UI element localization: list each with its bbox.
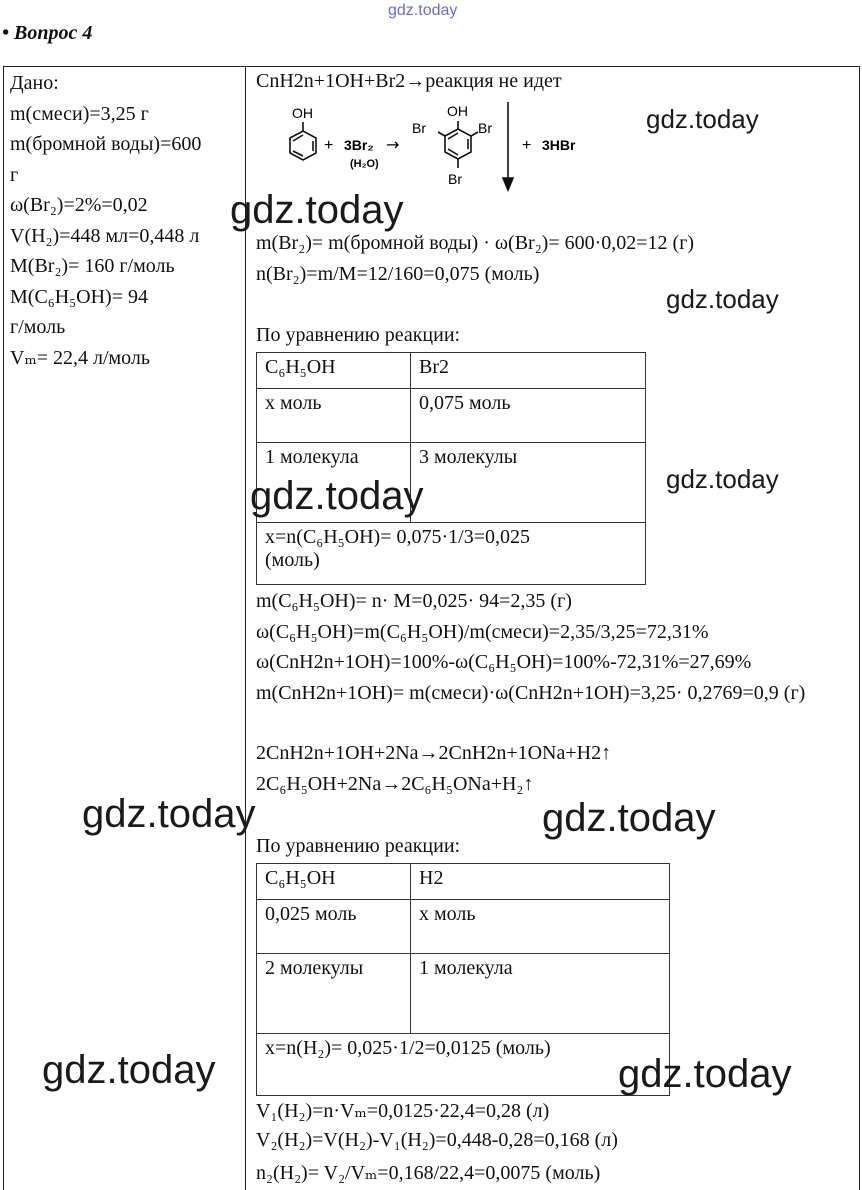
by-equation-label: По уравнению реакции: bbox=[256, 835, 461, 857]
given-line: m(бромной воды)=600 bbox=[10, 133, 202, 155]
watermark: gdz.today bbox=[82, 792, 256, 836]
table-header: C₆H₅OH bbox=[257, 864, 411, 900]
watermark: gdz.today bbox=[666, 464, 779, 494]
watermark: gdz.today bbox=[618, 1052, 792, 1096]
calc-line: ω(CnH2n+1OH)=100%-ω(C₆H₅OH)=100%-72,31%=27,69% bbox=[256, 651, 752, 673]
calc-line: V₂(H₂)=V(H₂)-V₁(H₂)=0,448-0,28=0,168 (л) bbox=[256, 1129, 618, 1151]
reagent: 3Br₂ bbox=[344, 137, 374, 153]
table-result-line: x=n(C₆H₅OH)= 0,075·1/3=0,025 bbox=[265, 526, 530, 548]
given-line: M(C₆H₅OH)= 94 bbox=[10, 285, 148, 308]
table-cell: 1 молекула bbox=[257, 443, 411, 523]
watermark: gdz.today bbox=[542, 796, 716, 840]
reaction-alcohol-bromine: CnH2n+1OH+Br2→реакция не идет bbox=[256, 70, 562, 92]
table-header: Br2 bbox=[411, 353, 646, 389]
column-divider bbox=[245, 66, 246, 1190]
given-line: г bbox=[10, 163, 19, 186]
watermark: gdz.today bbox=[250, 474, 424, 518]
calc-line: n(Br₂)=m/M=12/160=0,075 (моль) bbox=[256, 263, 540, 285]
calc-line: m(C₆H₅OH)= n· M=0,025· 94=2,35 (г) bbox=[256, 590, 572, 612]
plus-sign-2: + bbox=[522, 137, 532, 154]
phenol-bromination-scheme bbox=[270, 100, 600, 200]
solvent: (H₂O) bbox=[350, 158, 379, 170]
watermark: gdz.today bbox=[646, 104, 759, 134]
br-bottom: Br bbox=[448, 171, 462, 187]
table-cell: 0,025 моль bbox=[257, 900, 411, 954]
table-header: H2 bbox=[411, 864, 670, 900]
calc-line: m(CnH2n+1OH)= m(смеси)·ω(CnH2n+1OH)=3,25· 0,2769=0,9 (г) bbox=[256, 682, 806, 704]
site-header-watermark: gdz.today bbox=[388, 2, 458, 19]
table-result bbox=[257, 523, 646, 585]
given-line: m(смеси)=3,25 г bbox=[10, 102, 149, 125]
given-line: Дано: bbox=[10, 72, 59, 94]
table-cell: 0,075 моль bbox=[411, 389, 646, 443]
table-cell: 2 молекулы bbox=[257, 954, 411, 1034]
table-result-line: (моль) bbox=[265, 549, 320, 571]
br-left: Br bbox=[412, 120, 426, 136]
by-equation-label: По уравнению реакции: bbox=[256, 324, 461, 346]
watermark: gdz.today bbox=[42, 1048, 216, 1092]
calc-line: m(Br₂)= m(бромной воды) · ω(Br₂)= 600·0,02=12 (г) bbox=[256, 232, 695, 254]
br-right: Br bbox=[478, 120, 492, 136]
given-line: V(H₂)=448 мл=0,448 л bbox=[10, 224, 200, 247]
table-cell: 1 молекула bbox=[411, 954, 670, 1034]
given-line: Vₘ= 22,4 л/моль bbox=[10, 346, 151, 369]
byproduct: 3HBr bbox=[542, 137, 576, 153]
question-title: • Вопрос 4 bbox=[2, 22, 93, 44]
given-line: ω(Br₂)=2%=0,02 bbox=[10, 194, 148, 216]
reaction-line: 2C₆H₅OH+2Na→2C₆H₅ONa+H₂↑ bbox=[256, 773, 534, 795]
table-cell: x моль bbox=[411, 900, 670, 954]
table-result: x=n(H₂)= 0,025·1/2=0,0125 (моль) bbox=[257, 1034, 670, 1096]
tribromophenol-ring-icon bbox=[438, 121, 478, 168]
calc-line: ω(C₆H₅OH)=m(C₆H₅OH)/m(смеси)=2,35/3,25=72,31% bbox=[256, 621, 709, 643]
given-line: M(Br₂)= 160 г/моль bbox=[10, 255, 175, 277]
table-cell: 3 молекулы bbox=[411, 443, 646, 523]
phenol-ring-icon bbox=[290, 122, 316, 160]
ratio-table-1 bbox=[256, 352, 646, 585]
product-oh: OH bbox=[447, 103, 468, 119]
reaction-line: 2CnH2n+1OH+2Na→2CnH2n+1ONa+H2↑ bbox=[256, 742, 612, 764]
given-column bbox=[10, 68, 201, 373]
plus-sign: + bbox=[324, 137, 334, 154]
calc-line: n₂(H₂)= V₂/Vₘ=0,168/22,4=0,0075 (моль) bbox=[256, 1162, 601, 1184]
table-cell: x моль bbox=[257, 389, 411, 443]
precipitate-arrow-icon bbox=[503, 102, 513, 190]
given-line: г/моль bbox=[10, 316, 66, 338]
calc-line: V₁(H₂)=n·Vₘ=0,0125·22,4=0,28 (л) bbox=[256, 1100, 550, 1122]
watermark: gdz.today bbox=[230, 188, 404, 232]
ratio-table-2 bbox=[256, 863, 670, 1096]
table-header: C₆H₅OH bbox=[257, 353, 411, 389]
watermark: gdz.today bbox=[666, 284, 779, 314]
phenol-oh: OH bbox=[292, 105, 313, 121]
arrow: → bbox=[386, 135, 400, 154]
